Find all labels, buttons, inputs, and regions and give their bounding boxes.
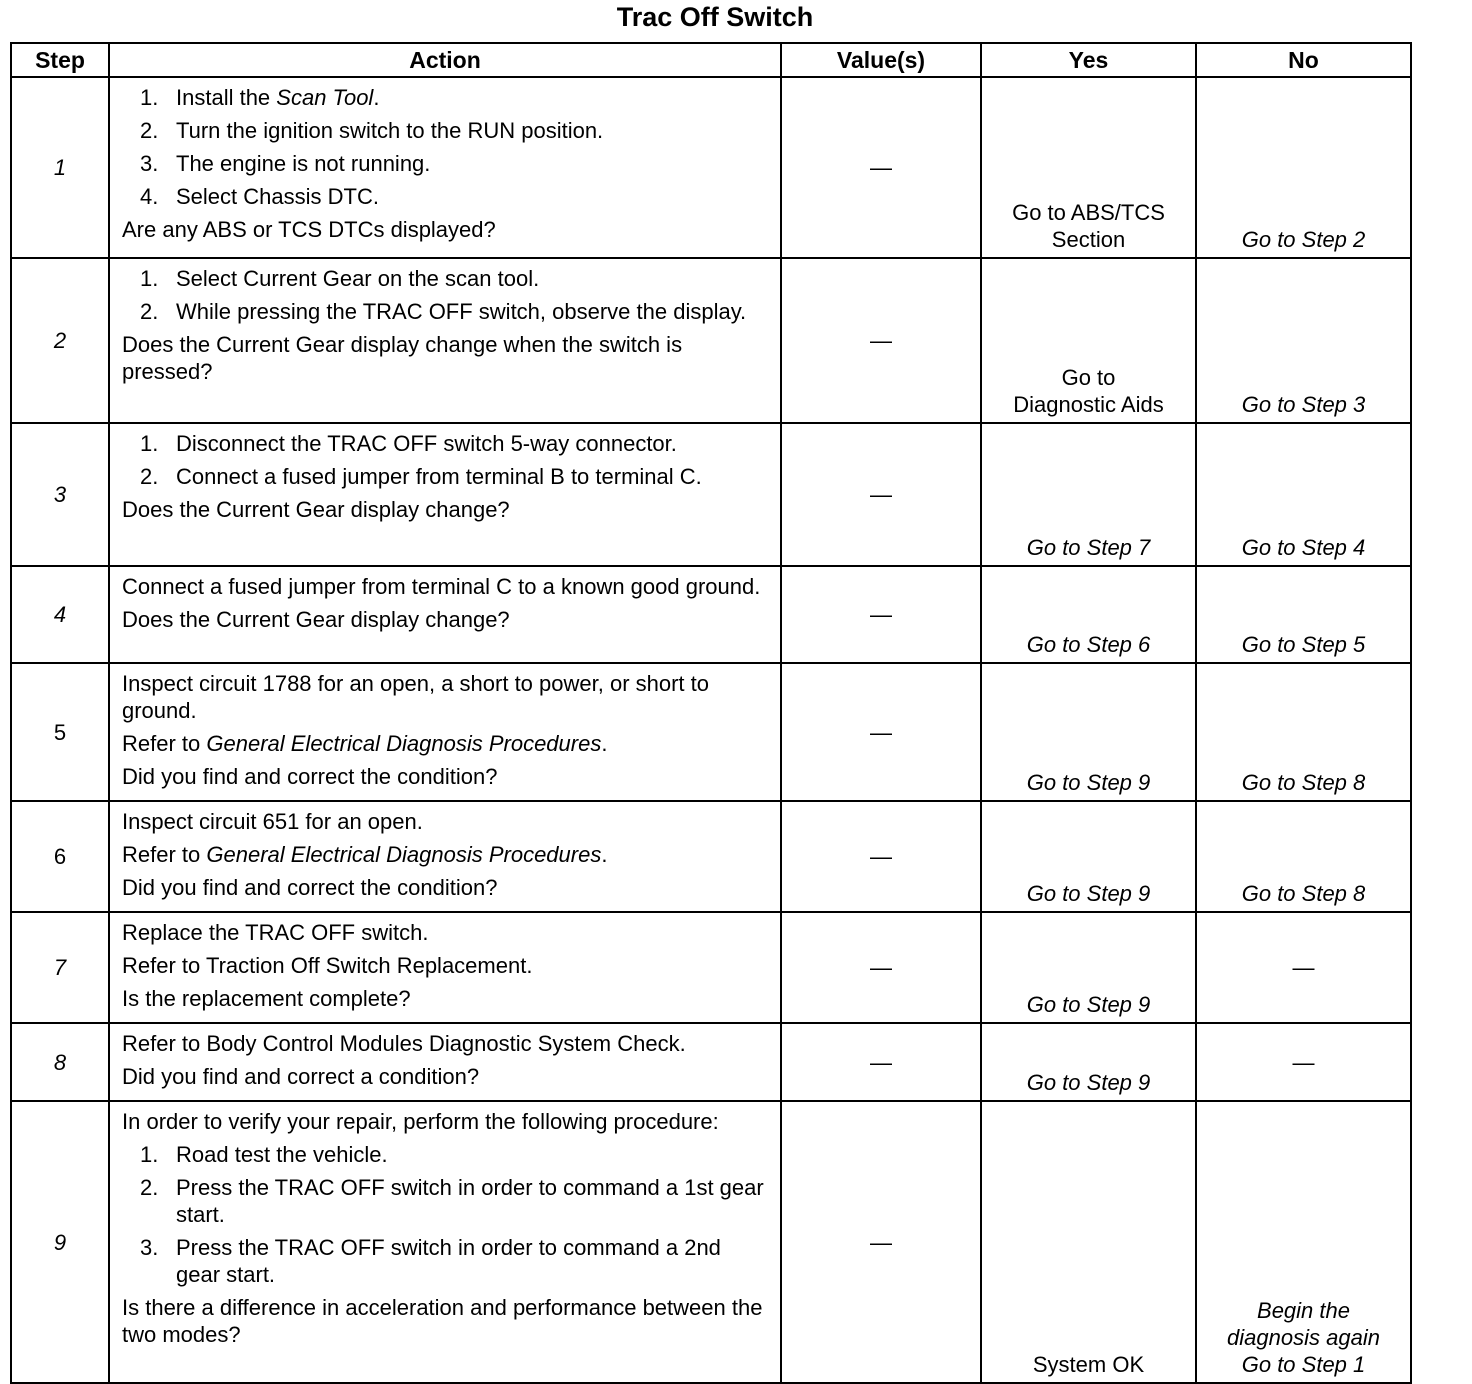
action-cell — [109, 566, 781, 663]
action-cell — [109, 1101, 781, 1383]
step-number: 8 — [11, 1023, 109, 1101]
no-cell: Go to Step 3 — [1196, 258, 1411, 423]
header-values: Value(s) — [781, 43, 981, 77]
yes-cell: Go to Step 9 — [981, 801, 1196, 912]
action-cell — [109, 77, 781, 258]
table-row — [11, 77, 1411, 258]
action-text: Refer to Body Control Modules Diagnostic System Check. — [122, 1031, 686, 1056]
list-item: 4. Select Chassis DTC. — [140, 184, 379, 209]
yes-cell: Go to Diagnostic Aids — [981, 258, 1196, 423]
action-cell — [109, 1023, 781, 1101]
action-cell — [109, 663, 781, 801]
action-text: Inspect circuit 651 for an open. — [122, 809, 423, 834]
no-cell: Go to Step 8 — [1196, 801, 1411, 912]
table-row — [11, 1023, 1411, 1101]
step-number: 2 — [11, 258, 109, 423]
table-row — [11, 566, 1411, 663]
list-item: 3. The engine is not running. — [140, 151, 431, 176]
question-text: Does the Current Gear display change when the switch is pressed? — [122, 332, 683, 384]
table-row — [11, 1101, 1411, 1383]
no-cell: Go to Step 5 — [1196, 566, 1411, 663]
yes-cell: System OK — [981, 1101, 1196, 1383]
list-item: 2. Turn the ignition switch to the RUN position. — [140, 118, 604, 143]
question-text: Did you find and correct a condition? — [122, 1064, 480, 1089]
list-item: 2. While pressing the TRAC OFF switch, observe the display. — [140, 299, 747, 324]
diagnostic-table — [10, 42, 1412, 1384]
step-number: 7 — [11, 912, 109, 1023]
question-text: Is the replacement complete? — [122, 986, 411, 1011]
table-row — [11, 912, 1411, 1023]
yes-cell: Go to Step 7 — [981, 423, 1196, 566]
question-text: Did you find and correct the condition? — [122, 764, 498, 789]
list-item: 1. Install the Scan Tool. — [140, 85, 380, 110]
list-item: 1. Road test the vehicle. — [140, 1142, 388, 1167]
question-text: Are any ABS or TCS DTCs displayed? — [122, 217, 496, 242]
list-item: 2. Connect a fused jumper from terminal B to terminal C. — [140, 464, 702, 489]
value-cell: — — [781, 258, 981, 423]
no-cell: — — [1196, 912, 1411, 1023]
list-item: 3. Press the TRAC OFF switch in order to command a 2nd gear start. — [140, 1235, 721, 1287]
action-cell — [109, 258, 781, 423]
yes-cell: Go to Step 9 — [981, 1023, 1196, 1101]
no-cell: Go to Step 2 — [1196, 77, 1411, 258]
action-text: In order to verify your repair, perform the following procedure: — [122, 1109, 719, 1134]
header-action: Action — [109, 43, 781, 77]
step-number: 3 — [11, 423, 109, 566]
value-cell: — — [781, 663, 981, 801]
header-no: No — [1196, 43, 1411, 77]
step-number: 5 — [11, 663, 109, 801]
question-text: Does the Current Gear display change? — [122, 607, 510, 632]
no-cell: Begin the diagnosis again Go to Step 1 — [1196, 1101, 1411, 1383]
page-title: Trac Off Switch — [616, 2, 814, 32]
action-text: Connect a fused jumper from terminal C to a known good ground. — [122, 574, 761, 599]
table-row — [11, 423, 1411, 566]
action-text: Inspect circuit 1788 for an open, a short to power, or short to ground. — [122, 671, 709, 723]
table-row — [11, 663, 1411, 801]
action-cell — [109, 801, 781, 912]
header-step: Step — [11, 43, 109, 77]
step-number: 1 — [11, 77, 109, 258]
list-item: 1. Select Current Gear on the scan tool. — [140, 266, 540, 291]
action-cell — [109, 912, 781, 1023]
action-text: Refer to Traction Off Switch Replacement. — [122, 953, 533, 978]
value-cell: — — [781, 912, 981, 1023]
refer-text: Refer to General Electrical Diagnosis Procedures. — [122, 842, 608, 867]
question-text: Does the Current Gear display change? — [122, 497, 510, 522]
yes-cell: Go to Step 9 — [981, 663, 1196, 801]
value-cell: — — [781, 1101, 981, 1383]
list-item: 2. Press the TRAC OFF switch in order to command a 1st gear start. — [140, 1175, 764, 1227]
yes-cell: Go to ABS/TCS Section — [981, 77, 1196, 258]
step-number: 9 — [11, 1101, 109, 1383]
action-cell — [109, 423, 781, 566]
value-cell: — — [781, 801, 981, 912]
table-header-row — [11, 43, 1411, 77]
value-cell: — — [781, 1023, 981, 1101]
step-number: 6 — [11, 801, 109, 912]
header-yes: Yes — [981, 43, 1196, 77]
refer-text: Refer to General Electrical Diagnosis Procedures. — [122, 731, 608, 756]
value-cell: — — [781, 77, 981, 258]
yes-cell: Go to Step 9 — [981, 912, 1196, 1023]
step-number: 4 — [11, 566, 109, 663]
question-text: Did you find and correct the condition? — [122, 875, 498, 900]
yes-cell: Go to Step 6 — [981, 566, 1196, 663]
value-cell: — — [781, 566, 981, 663]
list-item: 1. Disconnect the TRAC OFF switch 5-way connector. — [140, 431, 677, 456]
no-cell: Go to Step 4 — [1196, 423, 1411, 566]
action-text: Replace the TRAC OFF switch. — [122, 920, 429, 945]
question-text: Is there a difference in acceleration and performance between the two modes? — [122, 1295, 763, 1347]
table-row — [11, 801, 1411, 912]
table-row — [11, 258, 1411, 423]
no-cell: — — [1196, 1023, 1411, 1101]
no-cell: Go to Step 8 — [1196, 663, 1411, 801]
value-cell: — — [781, 423, 981, 566]
